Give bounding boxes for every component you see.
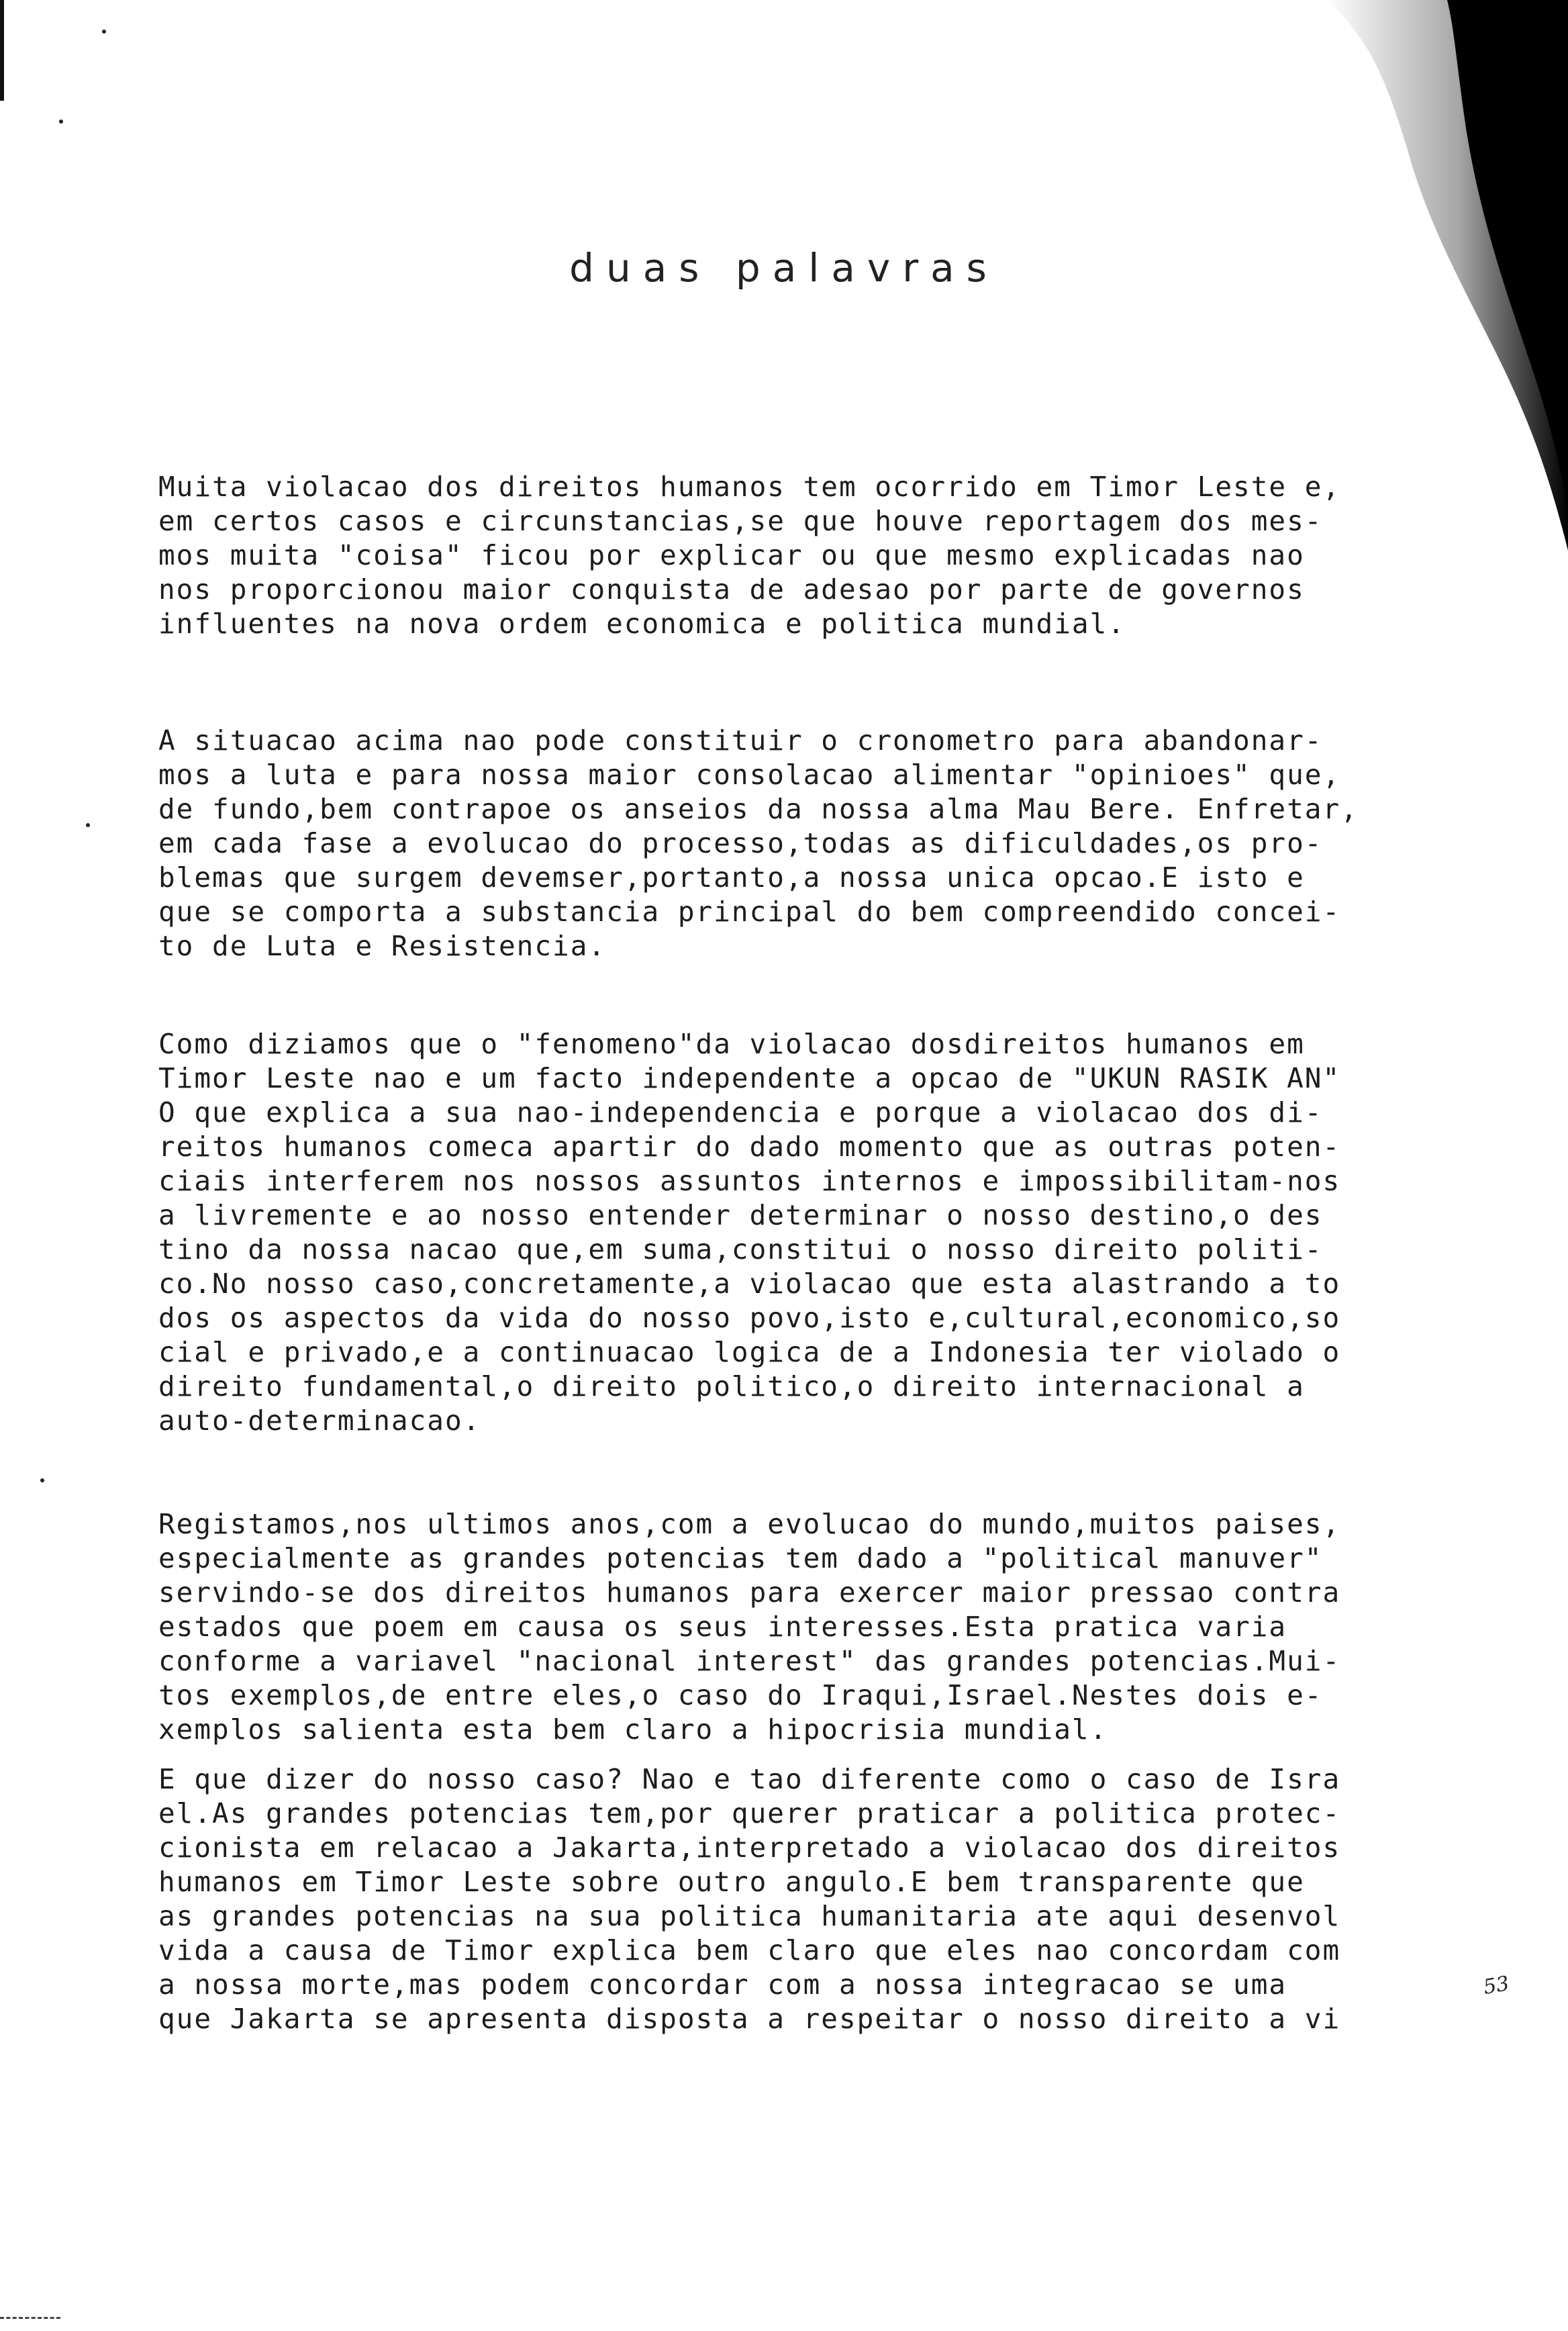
scan-edge-mark [0, 0, 4, 101]
scan-speck [59, 120, 63, 124]
paragraph-4 [158, 1507, 1481, 1747]
handwritten-margin-note: 53 [1481, 1971, 1511, 2000]
paragraph-2 [158, 724, 1481, 963]
scan-speck [102, 30, 106, 34]
paragraph-3 [158, 1027, 1481, 1438]
paragraph-5 [158, 1762, 1481, 2036]
paragraph-text: E que dizer do nosso caso? Nao e tao diferente como o caso de Isra el.As grandes potencias tem,por querer praticar a politica protec- cionista em relacao a Jakarta,interpretado a violacao dos direitos humanos em Timor Leste sobre outro angulo.E bem transparente que as grandes potencias na sua politica humanitaria ate aqui desenvol vida a causa de Timor explica bem claro que eles nao concordam com a nossa morte,mas podem concordar com a nossa integracao se uma que Jakarta se apresenta disposta a respeitar o nosso direito a vi [158, 1763, 1341, 2035]
document-title: duas palavras [569, 245, 999, 291]
paragraph-text: Muita violacao dos direitos humanos tem ocorrido em Timor Leste e, em certos casos e circunstancias,se que houve reportagem dos mes- mos muita "coisa" ficou por explicar ou que mesmo explicadas nao nos proporcionou maior conquista de adesao por parte de governos influentes na nova ordem economica e politica mundial. [158, 471, 1341, 640]
paragraph-text: A situacao acima nao pode constituir o cronometro para abandonar- mos a luta e para nossa maior consolacao alimentar "opinioes" que, de fundo,bem contrapoe os anseios da nossa alma Mau Bere. Enfretar, em cada fase a evolucao do processo,todas as dificuldades,os pro- blemas que surgem devemser,portanto,a nossa unica opcao.E isto e que se comporta a substancia principal do bem compreendido concei- to de Luta e Resistencia. [158, 724, 1359, 962]
paragraph-text: Registamos,nos ultimos anos,com a evolucao do mundo,muitos paises, especialmente as grandes potencias tem dado a "political manuver" servindo-se dos direitos humanos para exercer maior pressao contra estados que poem em causa os seus interesses.Esta pratica varia conforme a variavel "nacional interest" das grandes potencias.Mui- tos exemplos,de entre eles,o caso do Iraqui,Israel.Nestes dois e- xemplos salienta esta bem claro a hipocrisia mundial. [158, 1508, 1341, 1746]
scan-speck [86, 823, 90, 827]
paragraph-text: Como diziamos que o "fenomeno"da violacao dosdireitos humanos em Timor Leste nao e um facto independente a opcao de "UKUN RASIK AN" O que explica a sua nao-independencia e porque a violacao dos di- reitos humanos comeca apartir do dado momento que as outras poten- ciais interferem nos nossos assuntos internos e impossibilitam-nos a livremente e ao nosso entender determinar o nosso destino,o des tino da nossa nacao que,em suma,constitui o nosso direito politi- co.No nosso caso,concretamente,a violacao que esta alastrando a to dos os aspectos da vida do nosso povo,isto e,cultural,economico,so cial e privado,e a continuacao logica de a Indonesia ter violado o direito fundamental,o direito politico,o direito internacional a auto-determinacao. [158, 1028, 1341, 1437]
paragraph-1 [158, 470, 1481, 641]
scan-speck [40, 1478, 44, 1482]
scan-edge-dash [0, 2317, 60, 2319]
